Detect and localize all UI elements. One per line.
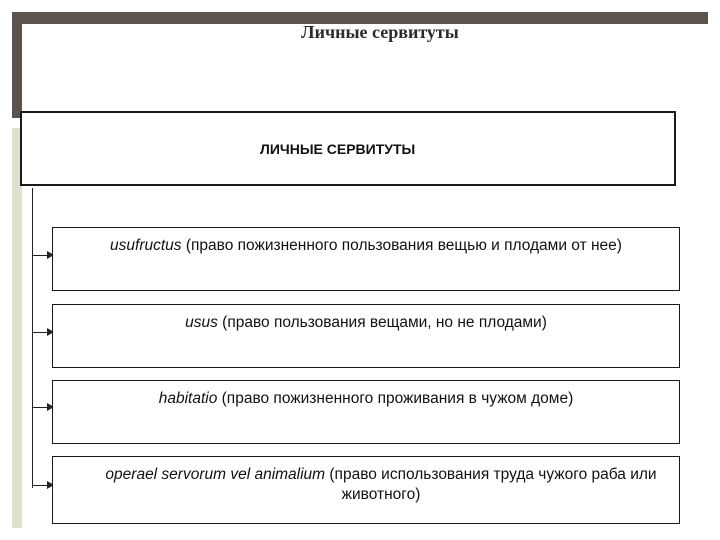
item-box-usus <box>52 304 680 368</box>
diagram-header-box <box>20 111 676 186</box>
item-description: (право использования труда чужого раба или животного) <box>325 466 657 503</box>
item-term: operael servorum vel animalium <box>105 466 326 483</box>
arrow-usus <box>32 332 52 333</box>
item-box-operae <box>52 456 680 524</box>
item-box-usufructus <box>52 227 680 291</box>
connector-line <box>32 188 33 488</box>
arrow-habitatio <box>32 407 52 408</box>
item-term: usus <box>185 314 218 331</box>
slide-title: Личные сервитуты <box>301 22 459 42</box>
item-description: (право пользования вещами, но не плодами) <box>217 314 547 331</box>
arrow-usufructus <box>32 255 52 256</box>
arrow-operae <box>32 485 52 486</box>
item-term: usufructus <box>110 237 182 254</box>
item-term: habitatio <box>158 390 218 407</box>
slide-left-strip <box>12 128 22 528</box>
item-box-habitatio <box>52 380 680 444</box>
item-description: (право пожизненного пользования вещью и плодами от нее) <box>181 237 622 254</box>
item-description: (право пожизненного проживания в чужом доме) <box>217 390 574 407</box>
diagram-header-text: ЛИЧНЫЕ СЕРВИТУТЫ <box>260 140 416 157</box>
